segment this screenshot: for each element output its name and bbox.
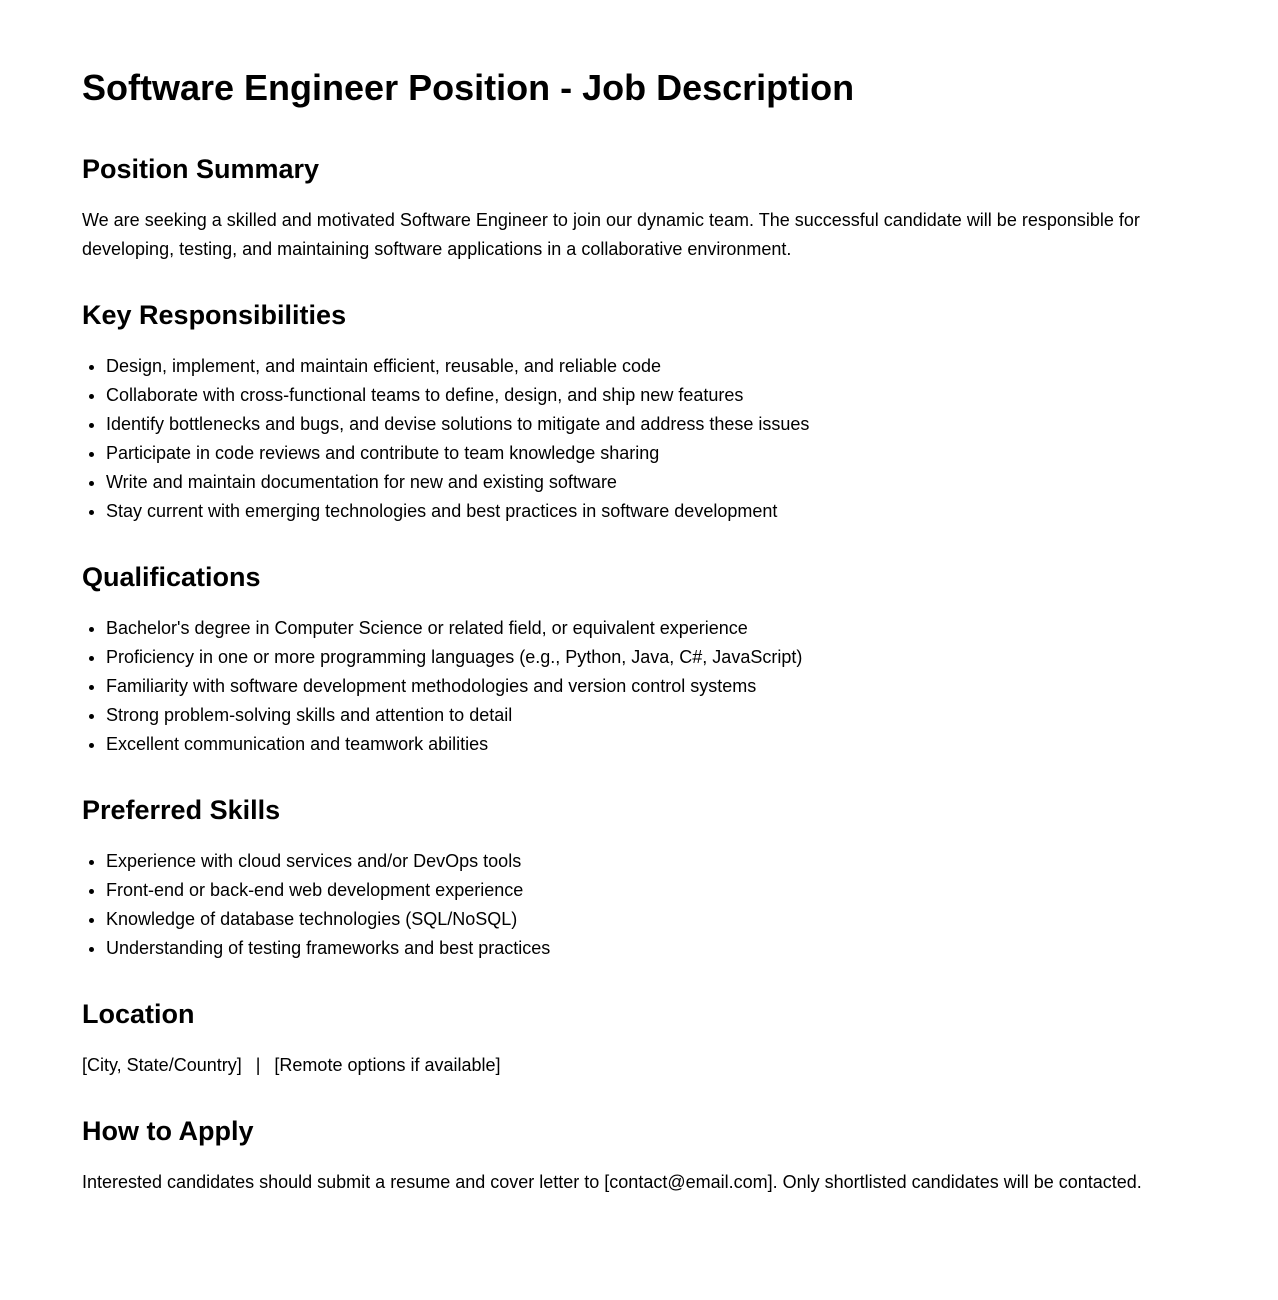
list-item: • Proficiency in one or more programming languages (e.g., Python, Java, C#, JavaScript) [106, 643, 1196, 672]
list-item: • Stay current with emerging technologies and best practices in software development [106, 497, 1196, 526]
page-title: Software Engineer Position - Job Description [82, 67, 855, 108]
section-heading: Qualifications [82, 562, 261, 592]
section-heading: Preferred Skills [82, 795, 281, 825]
location-text [82, 1051, 1196, 1080]
section-location [82, 997, 1196, 1080]
list-item: • Excellent communication and teamwork abilities [106, 730, 1196, 759]
section-preferred-skills [82, 793, 1196, 963]
list-item: • Familiarity with software development methodologies and version control systems [106, 672, 1196, 701]
list-item: • Bachelor's degree in Computer Science or related field, or equivalent experience [106, 614, 1196, 643]
section-position-summary [82, 152, 1196, 264]
qualifications-list [82, 614, 1196, 759]
section-heading: Key Responsibilities [82, 300, 347, 330]
list-item: • Understanding of testing frameworks and best practices [106, 934, 1196, 963]
list-item: • Collaborate with cross-functional teams to define, design, and ship new features [106, 381, 1196, 410]
list-item: • Write and maintain documentation for new and existing software [106, 468, 1196, 497]
apply-text: Interested candidates should submit a resume and cover letter to [contact@email.com]. Only shortlisted candidates will be contacted. [82, 1172, 1142, 1192]
list-item: • Design, implement, and maintain efficient, reusable, and reliable code [106, 352, 1196, 381]
section-heading: Location [82, 999, 195, 1029]
responsibilities-list [82, 352, 1196, 526]
location-separator: | [255, 1055, 261, 1075]
list-item: • Front-end or back-end web development experience [106, 876, 1196, 905]
list-item: • Strong problem-solving skills and attention to detail [106, 701, 1196, 730]
section-how-to-apply [82, 1114, 1196, 1197]
section-qualifications [82, 560, 1196, 759]
list-item: • Experience with cloud services and/or DevOps tools [106, 847, 1196, 876]
location-city: [City, State/Country] [82, 1055, 242, 1075]
summary-text: We are seeking a skilled and motivated Software Engineer to join our dynamic team. The successful candidate will be responsible for developing, testing, and maintaining software applications in a collaborative environment. [82, 210, 1140, 259]
list-item: • Identify bottlenecks and bugs, and devise solutions to mitigate and address these issues [106, 410, 1196, 439]
list-item: • Participate in code reviews and contribute to team knowledge sharing [106, 439, 1196, 468]
list-item: • Knowledge of database technologies (SQL/NoSQL) [106, 905, 1196, 934]
section-key-responsibilities [82, 298, 1196, 526]
section-heading: How to Apply [82, 1116, 254, 1146]
preferred-skills-list [82, 847, 1196, 963]
location-remote: [Remote options if available] [274, 1055, 501, 1075]
section-heading: Position Summary [82, 154, 320, 184]
